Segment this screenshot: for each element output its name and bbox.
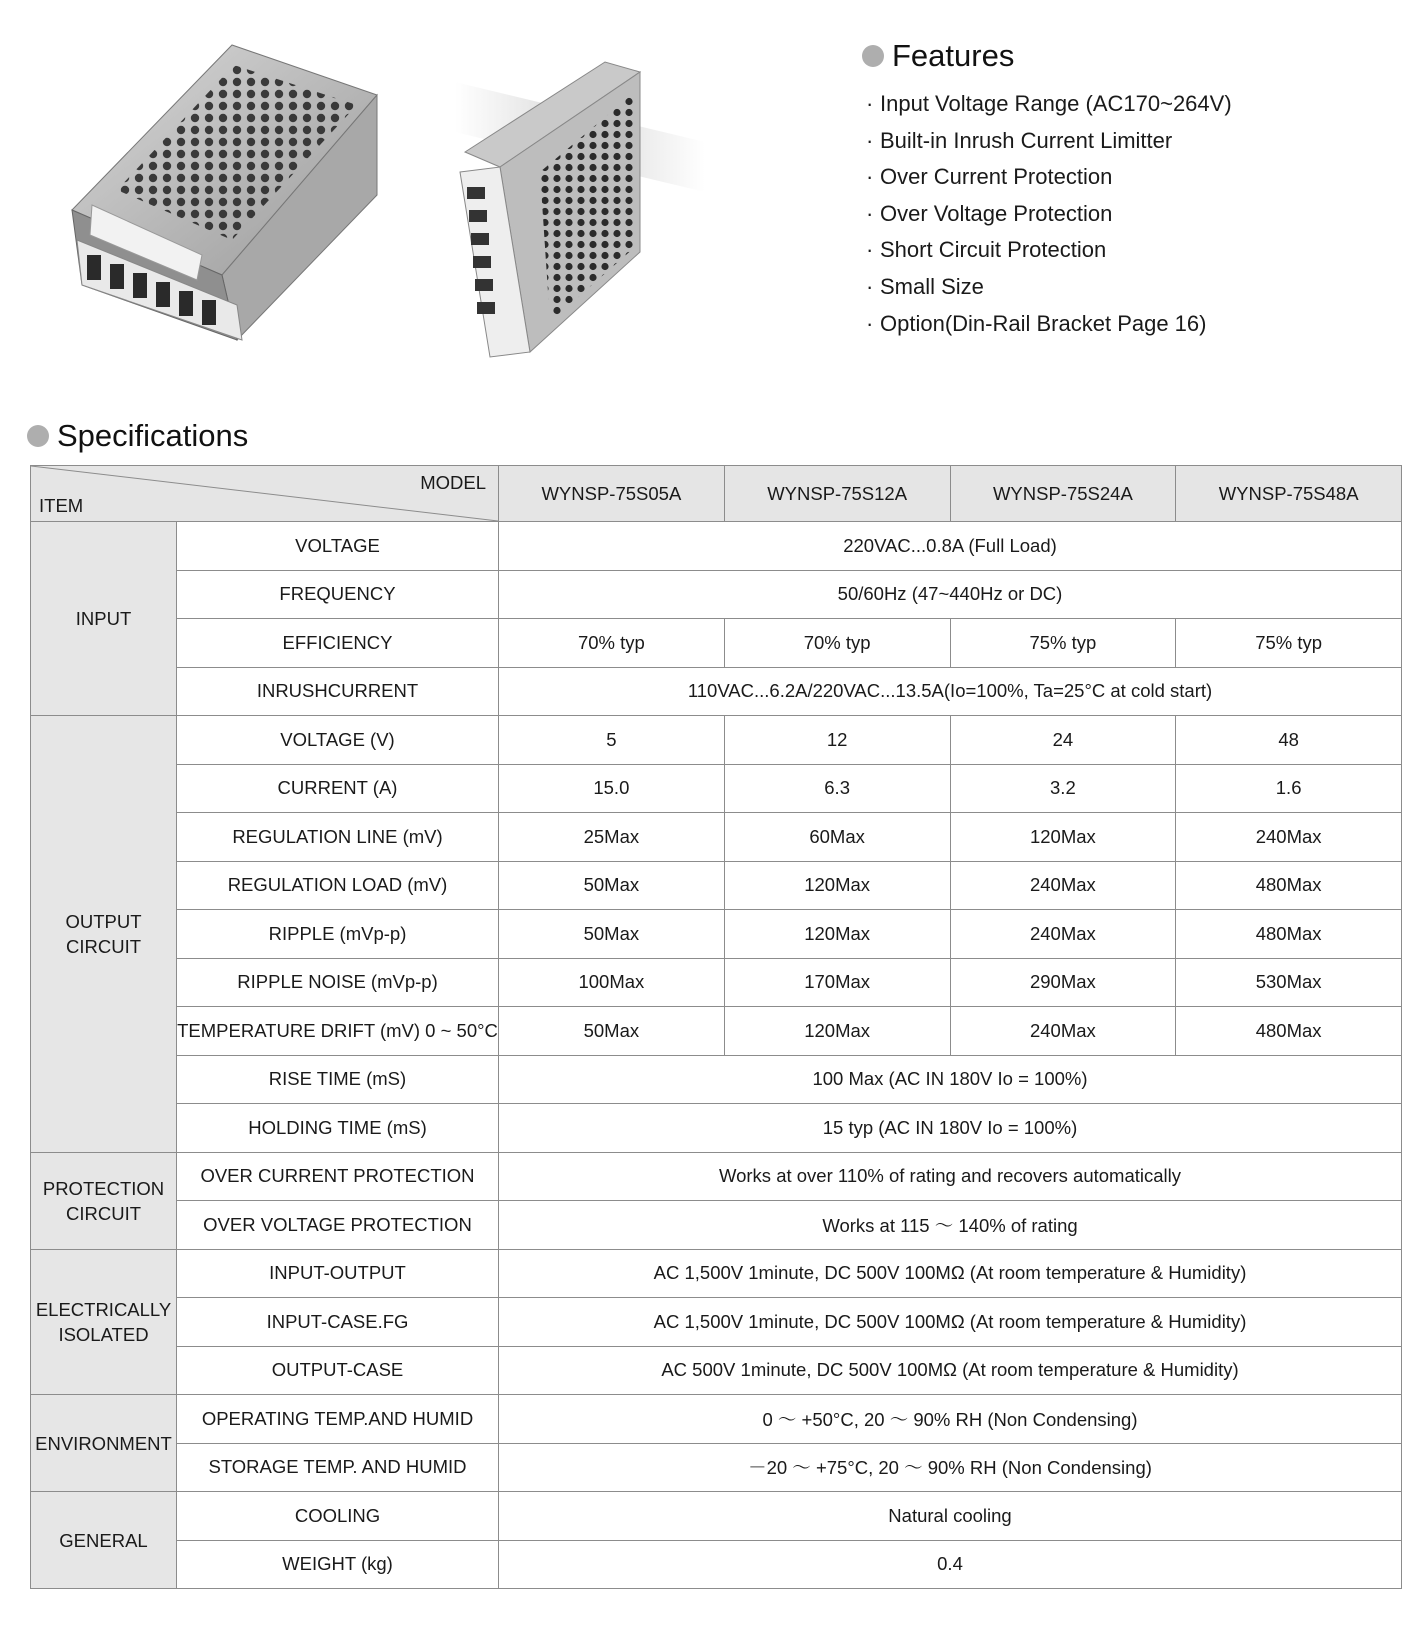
value-cell: 120Max bbox=[724, 861, 950, 910]
item-cell: WEIGHT (kg) bbox=[177, 1540, 499, 1589]
table-row bbox=[31, 1055, 1402, 1104]
value-cell: 100Max bbox=[499, 958, 725, 1007]
value-cell: 240Max bbox=[950, 910, 1176, 959]
value-cell: 5 bbox=[499, 716, 725, 765]
value-cell: 530Max bbox=[1176, 958, 1402, 1007]
heading-bullet-icon bbox=[862, 45, 884, 67]
table-row bbox=[31, 1298, 1402, 1347]
table-row bbox=[31, 1152, 1402, 1201]
table-row bbox=[31, 522, 1402, 571]
value-cell: 240Max bbox=[950, 861, 1176, 910]
item-cell: STORAGE TEMP. AND HUMID bbox=[177, 1443, 499, 1492]
table-row bbox=[31, 570, 1402, 619]
category-cell: INPUT bbox=[31, 522, 177, 716]
value-cell: 25Max bbox=[499, 813, 725, 862]
table-row bbox=[31, 716, 1402, 765]
value-cell: 120Max bbox=[950, 813, 1176, 862]
category-cell: ELECTRICALLY ISOLATED bbox=[31, 1249, 177, 1395]
feature-item: · Option(Din-Rail Bracket Page 16) bbox=[866, 310, 1207, 336]
din-rail-mounted-product-image bbox=[455, 52, 755, 362]
value-cell: Natural cooling bbox=[499, 1492, 1402, 1541]
value-cell: 15.0 bbox=[499, 764, 725, 813]
table-header-row bbox=[31, 466, 1402, 522]
model-header: WYNSP-75S24A bbox=[950, 466, 1176, 522]
features-title-text: Features bbox=[892, 38, 1015, 73]
specifications-table bbox=[30, 465, 1402, 1589]
value-cell: AC 1,500V 1minute, DC 500V 100MΩ (At room temperature & Humidity) bbox=[499, 1298, 1402, 1347]
feature-item: · Over Current Protection bbox=[866, 164, 1113, 190]
value-cell: AC 500V 1minute, DC 500V 100MΩ (At room temperature & Humidity) bbox=[499, 1346, 1402, 1395]
value-cell: 220VAC...0.8A (Full Load) bbox=[499, 522, 1402, 571]
value-cell: 480Max bbox=[1176, 1007, 1402, 1056]
value-cell: Works at over 110% of rating and recovers automatically bbox=[499, 1152, 1402, 1201]
value-cell: 480Max bbox=[1176, 910, 1402, 959]
model-header: WYNSP-75S12A bbox=[724, 466, 950, 522]
item-cell: REGULATION LINE (mV) bbox=[177, 813, 499, 862]
item-cell: COOLING bbox=[177, 1492, 499, 1541]
item-cell: EFFICIENCY bbox=[177, 619, 499, 668]
item-cell: OUTPUT-CASE bbox=[177, 1346, 499, 1395]
value-cell: 15 typ (AC IN 180V Io = 100%) bbox=[499, 1104, 1402, 1153]
value-cell: 50Max bbox=[499, 861, 725, 910]
table-row bbox=[31, 861, 1402, 910]
value-cell: 120Max bbox=[724, 1007, 950, 1056]
value-cell: 120Max bbox=[724, 910, 950, 959]
item-cell: INPUT-CASE.FG bbox=[177, 1298, 499, 1347]
value-cell: 100 Max (AC IN 180V Io = 100%) bbox=[499, 1055, 1402, 1104]
category-cell: GENERAL bbox=[31, 1492, 177, 1589]
power-supply-product-image bbox=[62, 40, 402, 360]
value-cell: 290Max bbox=[950, 958, 1176, 1007]
feature-item: · Input Voltage Range (AC170~264V) bbox=[866, 91, 1232, 116]
item-cell: RIPPLE NOISE (mVp-p) bbox=[177, 958, 499, 1007]
item-cell: VOLTAGE bbox=[177, 522, 499, 571]
value-cell: 0.4 bbox=[499, 1540, 1402, 1589]
table-row bbox=[31, 1540, 1402, 1589]
table-row bbox=[31, 1395, 1402, 1444]
item-cell: HOLDING TIME (mS) bbox=[177, 1104, 499, 1153]
value-cell: 6.3 bbox=[724, 764, 950, 813]
value-cell: 50Max bbox=[499, 910, 725, 959]
table-row bbox=[31, 1201, 1402, 1250]
table-row bbox=[31, 1443, 1402, 1492]
table-row bbox=[31, 910, 1402, 959]
value-cell: －20 ～ +75°C, 20 ～ 90% RH (Non Condensing) bbox=[499, 1443, 1402, 1492]
value-cell: 110VAC...6.2A/220VAC...13.5A(Io=100%, Ta=25°C at cold start) bbox=[499, 667, 1402, 716]
table-row bbox=[31, 958, 1402, 1007]
value-cell: 240Max bbox=[950, 1007, 1176, 1056]
value-cell: 50Max bbox=[499, 1007, 725, 1056]
value-cell: 75% typ bbox=[1176, 619, 1402, 668]
value-cell: 3.2 bbox=[950, 764, 1176, 813]
value-cell: 480Max bbox=[1176, 861, 1402, 910]
specifications-heading bbox=[27, 418, 248, 454]
value-cell: 0 ～ +50°C, 20 ～ 90% RH (Non Condensing) bbox=[499, 1395, 1402, 1444]
model-label: MODEL bbox=[420, 472, 486, 493]
item-cell: CURRENT (A) bbox=[177, 764, 499, 813]
specifications-body bbox=[31, 522, 1402, 1589]
table-row bbox=[31, 1104, 1402, 1153]
item-cell: OVER CURRENT PROTECTION bbox=[177, 1152, 499, 1201]
feature-item: · Small Size bbox=[866, 273, 984, 299]
item-cell: FREQUENCY bbox=[177, 570, 499, 619]
category-cell: PROTECTION CIRCUIT bbox=[31, 1152, 177, 1249]
value-cell: 70% typ bbox=[499, 619, 725, 668]
table-row bbox=[31, 1007, 1402, 1056]
table-row bbox=[31, 667, 1402, 716]
table-row bbox=[31, 1346, 1402, 1395]
table-row bbox=[31, 1249, 1402, 1298]
item-cell: REGULATION LOAD (mV) bbox=[177, 861, 499, 910]
item-cell: INPUT-OUTPUT bbox=[177, 1249, 499, 1298]
value-cell: 170Max bbox=[724, 958, 950, 1007]
feature-item: · Short Circuit Protection bbox=[866, 237, 1107, 263]
features-list bbox=[866, 86, 1232, 342]
value-cell: AC 1,500V 1minute, DC 500V 100MΩ (At room temperature & Humidity) bbox=[499, 1249, 1402, 1298]
value-cell: 12 bbox=[724, 716, 950, 765]
item-cell: RIPPLE (mVp-p) bbox=[177, 910, 499, 959]
item-cell: INRUSHCURRENT bbox=[177, 667, 499, 716]
specifications-title-text: Specifications bbox=[57, 418, 249, 453]
value-cell: 60Max bbox=[724, 813, 950, 862]
value-cell: 50/60Hz (47~440Hz or DC) bbox=[499, 570, 1402, 619]
category-cell: ENVIRONMENT bbox=[31, 1395, 177, 1492]
heading-bullet-icon bbox=[27, 425, 49, 447]
value-cell: 1.6 bbox=[1176, 764, 1402, 813]
features-heading bbox=[862, 38, 1014, 74]
table-row bbox=[31, 1492, 1402, 1541]
value-cell: 24 bbox=[950, 716, 1176, 765]
item-cell: VOLTAGE (V) bbox=[177, 716, 499, 765]
table-row bbox=[31, 764, 1402, 813]
table-row bbox=[31, 619, 1402, 668]
model-header: WYNSP-75S05A bbox=[499, 466, 725, 522]
item-cell: OVER VOLTAGE PROTECTION bbox=[177, 1201, 499, 1250]
value-cell: 48 bbox=[1176, 716, 1402, 765]
item-label: ITEM bbox=[39, 495, 84, 516]
feature-item: · Over Voltage Protection bbox=[866, 200, 1113, 226]
value-cell: Works at 115 ～ 140% of rating bbox=[499, 1201, 1402, 1250]
category-cell: OUTPUT CIRCUIT bbox=[31, 716, 177, 1153]
value-cell: 70% typ bbox=[724, 619, 950, 668]
model-item-corner-cell bbox=[31, 466, 499, 522]
item-cell: OPERATING TEMP.AND HUMID bbox=[177, 1395, 499, 1444]
value-cell: 75% typ bbox=[950, 619, 1176, 668]
table-row bbox=[31, 813, 1402, 862]
item-cell: RISE TIME (mS) bbox=[177, 1055, 499, 1104]
value-cell: 240Max bbox=[1176, 813, 1402, 862]
model-header: WYNSP-75S48A bbox=[1176, 466, 1402, 522]
feature-item: · Built-in Inrush Current Limitter bbox=[866, 127, 1173, 153]
item-cell: TEMPERATURE DRIFT (mV) 0 ~ 50°C bbox=[177, 1007, 499, 1056]
